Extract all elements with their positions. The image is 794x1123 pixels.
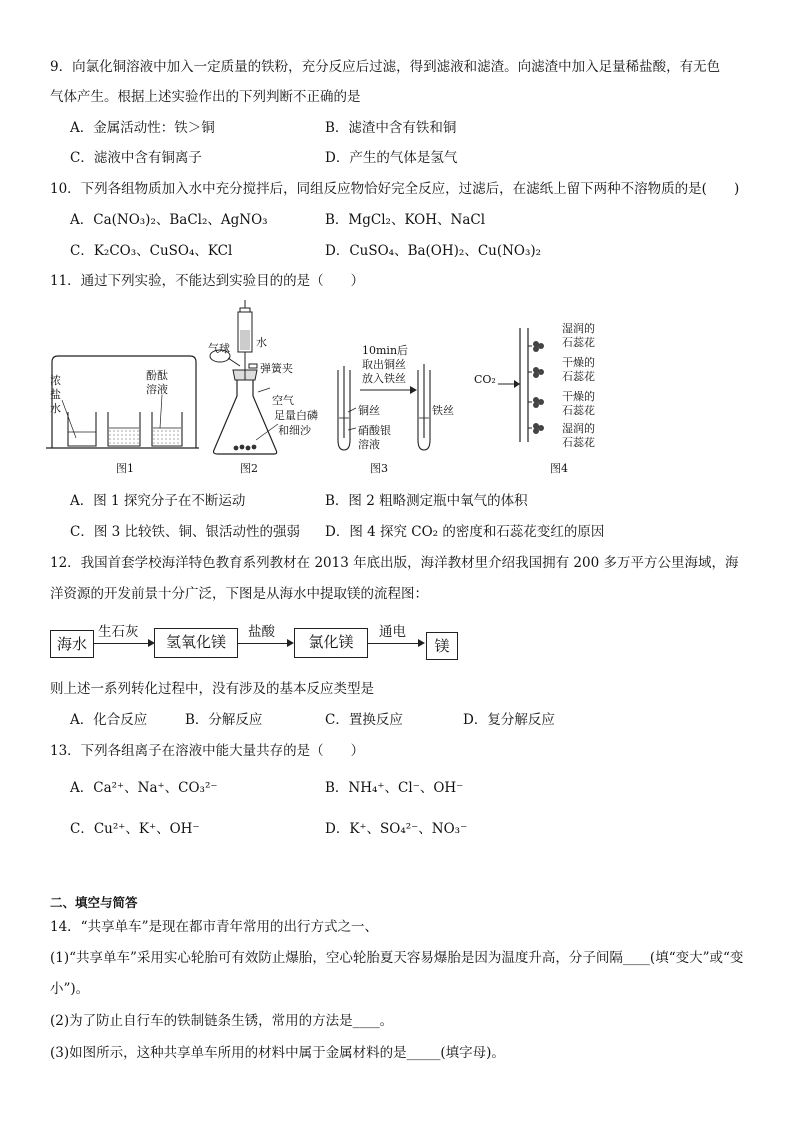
q14-stem: 14．“共享单车”是现在都市青年常用的出行方式之一、 <box>50 919 378 935</box>
q13-option-d: D．K⁺、SO₄²⁻、NO₃⁻ <box>325 821 468 837</box>
q14-part1-line2: 小”)。 <box>50 981 90 997</box>
flow-label-electrolysis: 通电 <box>379 624 406 640</box>
figure-1 <box>44 300 199 475</box>
q10-option-a: A．Ca(NO₃)₂、BaCl₂、AgNO₃ <box>70 212 268 228</box>
figure-3-caption: 图3 <box>370 462 388 475</box>
q13-option-c: C．Cu²⁺、K⁺、OH⁻ <box>70 821 200 837</box>
figure-4-dry-1a: 干燥的 <box>562 356 595 369</box>
figure-4-drawing <box>470 300 650 475</box>
figure-4-dry-2a: 干燥的 <box>562 390 595 403</box>
figure-4-wet-1b: 石蕊花 <box>562 336 595 349</box>
figure-2-water-label: 水 <box>256 336 267 349</box>
flow-box-magnesium-chloride: 氯化镁 <box>294 628 368 658</box>
figure-3-step-3: 放入铁丝 <box>362 372 406 385</box>
figure-2-sand-label: 和细沙 <box>278 424 311 437</box>
figure-2 <box>200 300 330 475</box>
flow-box-seawater: 海水 <box>50 630 94 658</box>
q9-stem-line2: 气体产生。根据上述实验作出的下列判断不正确的是 <box>50 89 361 105</box>
q9-option-d: D．产生的气体是氢气 <box>325 150 458 166</box>
flow-label-hydrochloric-acid: 盐酸 <box>248 624 275 640</box>
q10-option-d: D．CuSO₄、Ba(OH)₂、Cu(NO₃)₂ <box>325 243 542 259</box>
figure-3-step-1: 10min后 <box>362 344 409 357</box>
flow-box-magnesium: 镁 <box>426 632 458 660</box>
q11-option-c: C．图 3 比较铁、铜、银活动性的强弱 <box>70 524 301 540</box>
figure-3-iron-label: 铁丝 <box>432 404 454 417</box>
figure-3-solution-label-2: 溶液 <box>358 438 380 451</box>
q9-option-c: C．滤液中含有铜离子 <box>70 150 202 166</box>
flow-label-quicklime: 生石灰 <box>98 624 139 640</box>
q12-stem-line2: 洋资源的开发前景十分广泛，下图是从海水中提取镁的流程图： <box>50 586 428 602</box>
figure-1-label-l2: 盐 <box>50 388 61 401</box>
q12-option-a: A．化合反应 <box>70 712 148 728</box>
flow-arrow-2 <box>237 643 292 644</box>
figure-2-drawing <box>200 300 330 475</box>
q10-option-b: B．MgCl₂、KOH、NaCl <box>325 212 486 228</box>
figure-2-caption: 图2 <box>240 462 258 475</box>
figure-4-wet-2b: 石蕊花 <box>562 436 595 449</box>
figure-2-air-label: 空气 <box>272 394 294 407</box>
q12-stem-line3: 则上述一系列转化过程中，没有涉及的基本反应类型是 <box>50 681 374 697</box>
q9-option-a: A．金属活动性：铁＞铜 <box>70 120 215 136</box>
q14-part3: (3)如图所示，这种共享单车所用的材料中属于金属材料的是_____(填字母)。 <box>50 1045 505 1061</box>
figure-4-wet-2a: 湿润的 <box>562 422 595 435</box>
q12-option-d: D．复分解反应 <box>463 712 555 728</box>
q13-stem: 13．下列各组离子在溶液中能大量共存的是（ ） <box>50 743 365 759</box>
figure-1-label-l3: 水 <box>50 402 61 415</box>
figure-4-dry-1b: 石蕊花 <box>562 370 595 383</box>
q9-stem-line1: 9．向氯化铜溶液中加入一定质量的铁粉，充分反应后过滤，得到滤液和滤渣。向滤渣中加入足量稀盐酸，有无色 <box>50 59 721 75</box>
figure-4 <box>470 300 650 475</box>
q11-option-b: B．图 2 粗略测定瓶中氧气的体积 <box>325 493 528 509</box>
figure-3-solution-label-1: 硝酸银 <box>358 424 391 437</box>
q9-option-b: B．滤渣中含有铁和铜 <box>325 120 457 136</box>
q12-stem-line1: 12．我国首套学校海洋特色教育系列教材在 2013 年底出版，海洋教材里介绍我国拥有 200 多万平方公里海域，海 <box>50 555 739 571</box>
figure-3-step-2: 取出铜丝 <box>362 358 406 371</box>
figure-1-caption: 图1 <box>116 462 134 475</box>
q10-option-c: C．K₂CO₃、CuSO₄、KCl <box>70 243 233 259</box>
q10-stem: 10．下列各组物质加入水中充分搅拌后，同组反应物恰好完全反应，过滤后，在滤纸上留下两种不溶物质的是( ) <box>50 181 740 197</box>
figure-4-caption: 图4 <box>550 462 568 475</box>
q14-part2: (2)为了防止自行车的铁制链条生锈，常用的方法是____。 <box>50 1013 394 1029</box>
q12-option-c: C．置换反应 <box>325 712 403 728</box>
q11-option-d: D．图 4 探究 CO₂ 的密度和石蕊花变红的原因 <box>325 524 605 540</box>
figure-2-phosphorus-label: 足量白磷 <box>274 409 318 422</box>
figure-3 <box>330 300 470 475</box>
q12-option-b: B．分解反应 <box>185 712 263 728</box>
figure-3-drawing <box>330 300 470 475</box>
figure-1-drawing <box>44 300 199 475</box>
figure-2-clip-label: 弹簧夹 <box>260 362 293 375</box>
figure-4-co2-label: CO₂ <box>474 373 496 386</box>
q13-option-a: A．Ca²⁺、Na⁺、CO₃²⁻ <box>70 780 218 796</box>
figure-4-dry-2b: 石蕊花 <box>562 404 595 417</box>
flow-arrow-3 <box>367 643 423 644</box>
q11-option-a: A．图 1 探究分子在不断运动 <box>70 493 246 509</box>
figure-1-label-r1: 酚酞 <box>146 369 168 382</box>
section-heading: 二、填空与简答 <box>50 895 138 910</box>
flow-arrow-1 <box>93 643 153 644</box>
figure-1-label-l1: 浓 <box>50 374 61 387</box>
figure-3-copper-label: 铜丝 <box>358 404 380 417</box>
figure-1-label-r2: 溶液 <box>146 383 168 396</box>
figure-2-balloon-label: 气球 <box>208 342 230 355</box>
q11-stem: 11．通过下列实验，不能达到实验目的的是（ ） <box>50 273 365 289</box>
figure-4-wet-1a: 湿润的 <box>562 322 595 335</box>
q13-option-b: B．NH₄⁺、Cl⁻、OH⁻ <box>325 780 464 796</box>
flow-box-magnesium-hydroxide: 氢氧化镁 <box>154 628 238 658</box>
q14-part1-line1: (1)“共享单车”采用实心轮胎可有效防止爆胎，空心轮胎夏天容易爆胎是因为温度升高，分子间隔____(填“变大”或“变 <box>50 950 744 966</box>
